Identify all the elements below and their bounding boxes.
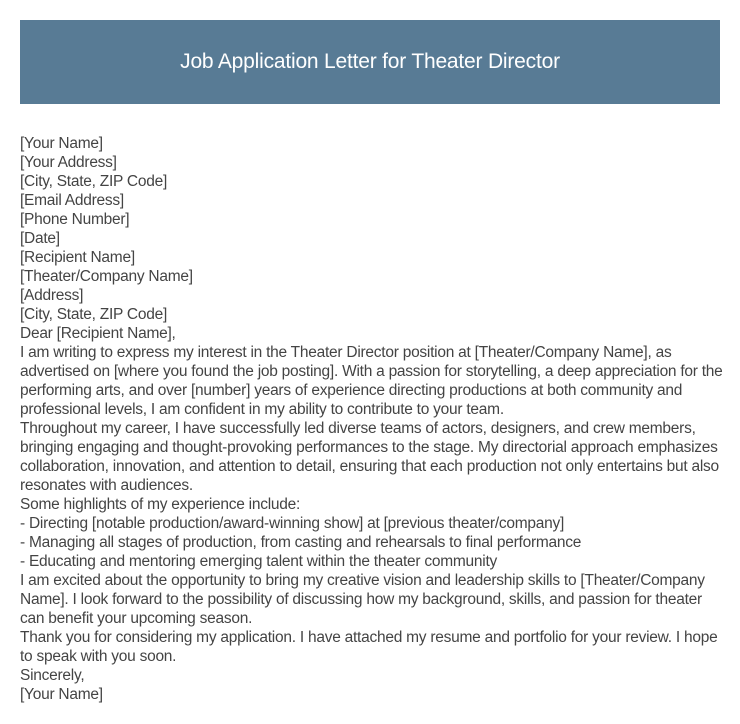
title-banner	[20, 20, 720, 104]
paragraph-interest: I am excited about the opportunity to bring my creative vision and leadership skills to [Theater/Company Name]. I look forward to the possibility of discussing how my background, skills, and passion for theater can benefit your upcoming season.	[20, 572, 709, 627]
recipient-city: [City, State, ZIP Code]	[20, 306, 168, 323]
sender-email: [Email Address]	[20, 192, 124, 209]
highlight-item: - Directing [notable production/award-winning show] at [previous theater/company]	[20, 515, 565, 532]
paragraph-thanks: Thank you for considering my application. I have attached my resume and portfolio for your review. I hope to speak with you soon.	[20, 629, 722, 665]
letter-date: [Date]	[20, 230, 60, 247]
sender-address: [Your Address]	[20, 154, 117, 171]
recipient-name: [Recipient Name]	[20, 249, 135, 266]
sender-name: [Your Name]	[20, 135, 103, 152]
letter-body	[20, 134, 725, 704]
highlights-intro: Some highlights of my experience include:	[20, 496, 301, 513]
sender-phone: [Phone Number]	[20, 211, 130, 228]
salutation: Dear [Recipient Name],	[20, 325, 176, 342]
recipient-address: [Address]	[20, 287, 84, 304]
highlight-item: - Educating and mentoring emerging talent within the theater community	[20, 553, 498, 570]
paragraph-intro: I am writing to express my interest in the Theater Director position at [Theater/Company Name], as advertised on [where you found the job posting]. With a passion for storytelling, a deep appreciation for the performing arts, and over [number] years of experience directing productions at both community and professional levels, I am confident in my ability to contribute to your team.	[20, 344, 727, 418]
closing: Sincerely,	[20, 667, 85, 684]
paragraph-experience: Throughout my career, I have successfully led diverse teams of actors, designers, and crew members, bringing engaging and thought-provoking performances to the stage. My directorial approach emphasizes collaboration, innovation, and attention to detail, ensuring that each production not only entertains but also resonates with audiences.	[20, 420, 723, 494]
signature: [Your Name]	[20, 686, 103, 703]
sender-city: [City, State, ZIP Code]	[20, 173, 168, 190]
recipient-company: [Theater/Company Name]	[20, 268, 193, 285]
page-title: Job Application Letter for Theater Director	[180, 50, 560, 73]
highlight-item: - Managing all stages of production, from casting and rehearsals to final performance	[20, 534, 582, 551]
